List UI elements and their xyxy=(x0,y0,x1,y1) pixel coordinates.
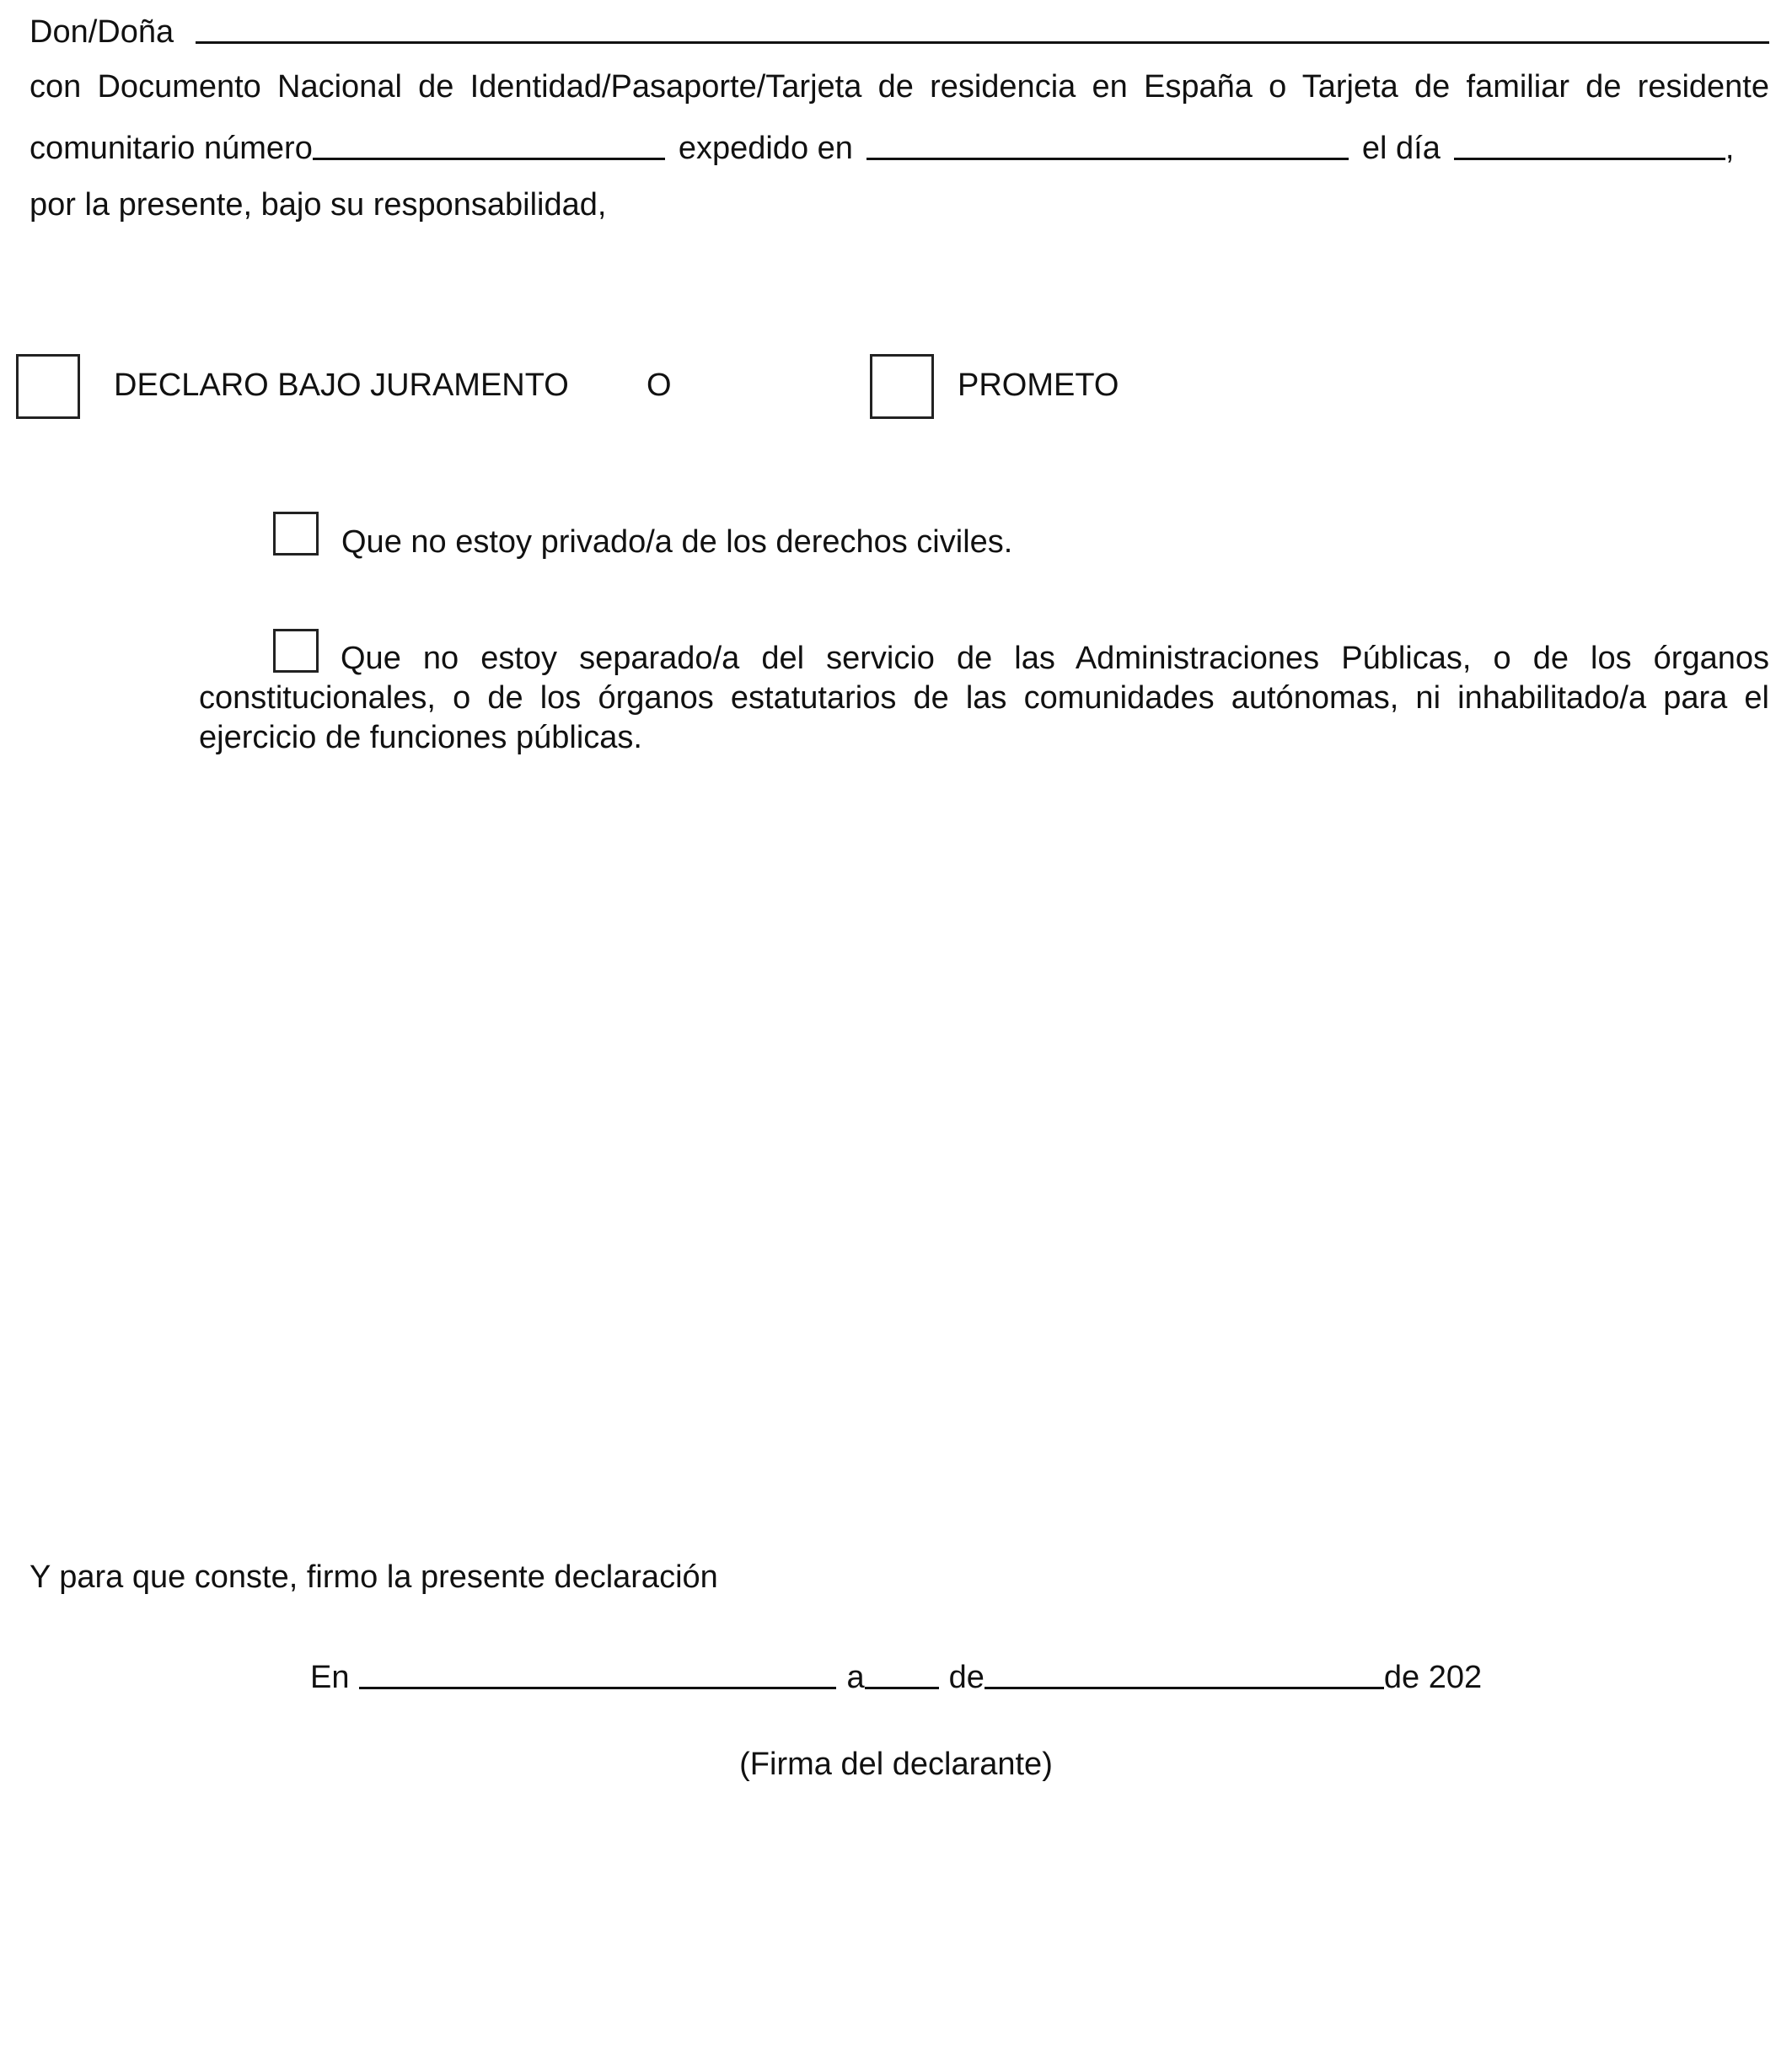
place-date-row xyxy=(310,1654,1490,1696)
civil-rights-statement: Que no estoy privado/a de los derechos civiles. xyxy=(341,524,1013,560)
day-label: el día xyxy=(1361,131,1441,166)
issued-place-field[interactable] xyxy=(866,158,1349,160)
sign-day-field[interactable] xyxy=(865,1687,939,1689)
closing-line: Y para que conste, firmo la presente declaración xyxy=(30,1559,718,1595)
place-label: En xyxy=(310,1660,350,1695)
year-prefix: de 202 xyxy=(1383,1660,1483,1695)
signature-label: (Firma del declarante) xyxy=(739,1747,1053,1782)
id-document-line: con Documento Nacional de Identidad/Pasaporte/Tarjeta de residencia en España o Tarjeta de familiar de residente xyxy=(30,69,1769,105)
document-number-field[interactable] xyxy=(313,158,665,160)
declare-oath-label: DECLARO BAJO JURAMENTO xyxy=(114,368,569,403)
month-prefix: de xyxy=(948,1660,985,1695)
name-label: Don/Doña xyxy=(30,14,174,50)
day-prefix: a xyxy=(846,1660,865,1695)
public-service-statement xyxy=(199,639,1769,758)
name-field[interactable] xyxy=(196,41,1769,44)
day-suffix: , xyxy=(1725,131,1735,166)
number-label: comunitario número xyxy=(30,131,313,166)
promise-label: PROMETO xyxy=(958,368,1119,403)
place-field[interactable] xyxy=(359,1687,836,1689)
responsibility-line: por la presente, bajo su responsabilidad, xyxy=(30,187,607,223)
name-row xyxy=(30,8,1769,51)
document-details-row xyxy=(30,125,1769,167)
or-label: O xyxy=(647,368,672,403)
civil-rights-checkbox[interactable] xyxy=(273,512,319,556)
declare-oath-checkbox[interactable] xyxy=(16,354,80,419)
public-service-text: Que no estoy separado/a del servicio de las Administraciones Públicas, o de los órganos constitucionales, o de los órganos estatutarios de las comunidades autónomas, ni inhabilitado/a para el ejercicio de funciones públicas. xyxy=(199,641,1769,755)
issue-date-field[interactable] xyxy=(1454,158,1725,160)
promise-checkbox[interactable] xyxy=(870,354,934,419)
sign-month-field[interactable] xyxy=(985,1687,1384,1689)
issued-label: expedido en xyxy=(678,131,853,166)
